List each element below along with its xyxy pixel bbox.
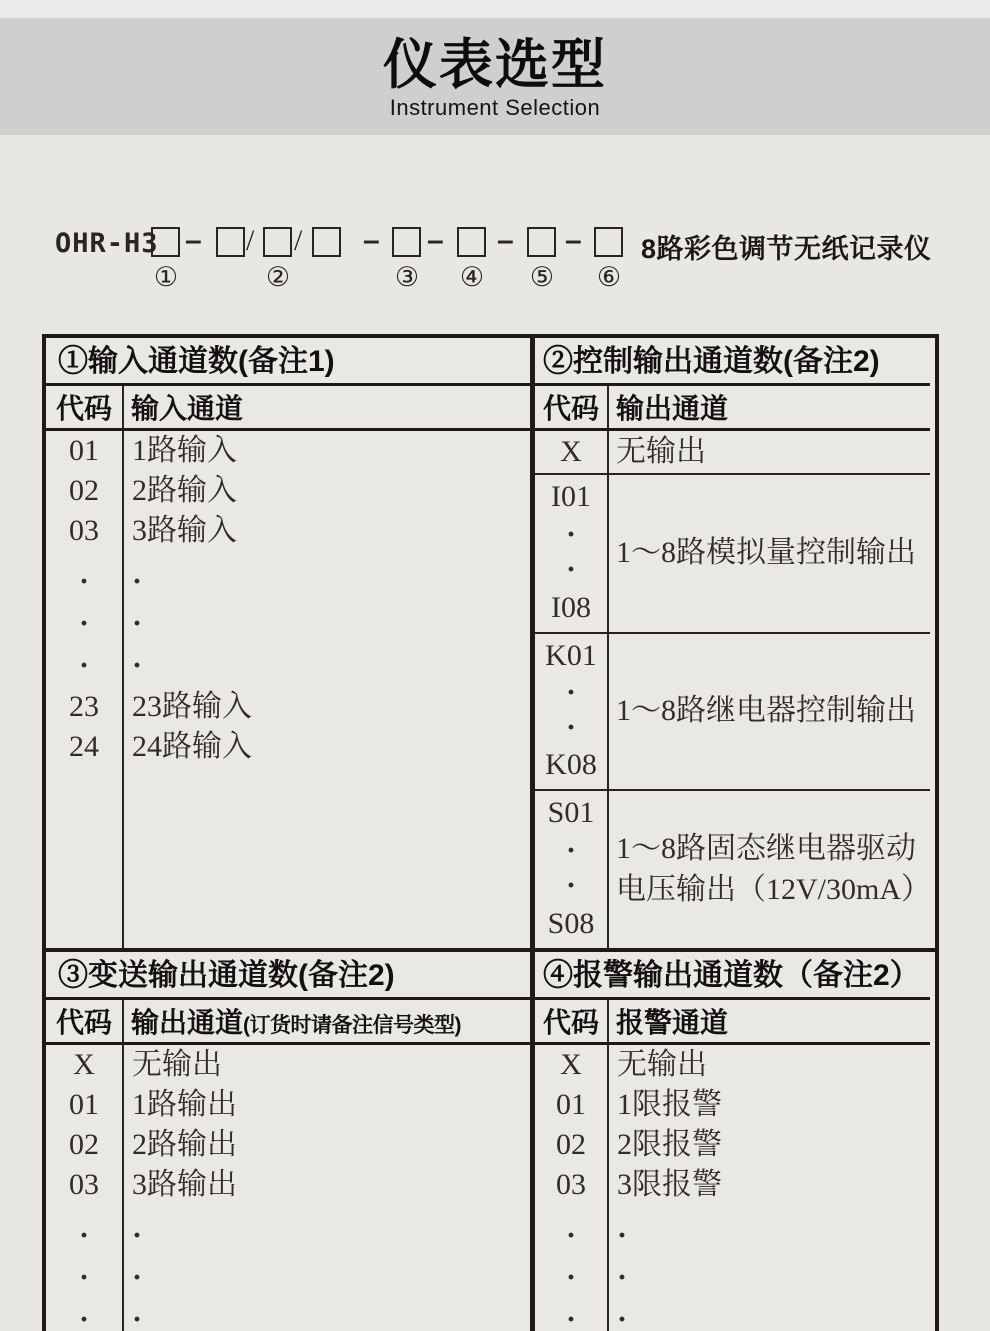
code-cell: 02: [69, 1128, 99, 1161]
section-input: [46, 338, 535, 948]
section-input-body: [46, 431, 530, 948]
section-control-body: [535, 431, 930, 948]
marker-6-icon: ⑥: [596, 262, 622, 292]
desc-column: [609, 1045, 930, 1331]
desc-cell: 无输出: [132, 1048, 222, 1081]
model-box-1: [151, 227, 180, 257]
code-cell: X: [560, 1048, 582, 1081]
ellipsis-dot: ·: [565, 833, 576, 867]
ellipsis-dot: ·: [565, 869, 576, 903]
code-cell: K08: [545, 748, 597, 781]
ellipsis-dot: ·: [78, 1303, 89, 1331]
page-title: 仪表选型: [383, 35, 607, 95]
section-transmit-body: [46, 1045, 530, 1331]
ellipsis-dot: ·: [78, 1219, 89, 1252]
table-row-block: [535, 791, 930, 948]
code-cell: 03: [69, 514, 99, 547]
ellipsis-dot: ·: [78, 607, 89, 640]
section-alarm-header: [535, 1000, 930, 1045]
section-transmit-title: ③变送输出通道数(备注2): [46, 952, 530, 1000]
section-alarm: [535, 952, 930, 1331]
top-strip: [0, 0, 990, 18]
ellipsis-dot: ·: [132, 1261, 143, 1294]
section-alarm-title: ④报警输出通道数（备注2）: [535, 952, 930, 1000]
column-header-desc: 输入通道: [131, 393, 244, 424]
code-cell: 02: [69, 474, 99, 507]
desc-cell: 无输出: [616, 435, 706, 468]
model-box-2: [216, 227, 245, 257]
ellipsis-dot: ·: [565, 711, 576, 744]
desc-cell: 2路输出: [132, 1128, 237, 1161]
marker-3-icon: ③: [394, 262, 420, 292]
dash-glyph: –: [497, 224, 514, 257]
code-cell: S08: [547, 906, 595, 940]
code-cell: K01: [545, 639, 597, 672]
code-cell: I01: [551, 480, 591, 513]
model-box-4: [312, 227, 341, 257]
table-row-block: [535, 634, 930, 791]
desc-cell: 3路输入: [132, 514, 237, 547]
code-cell: X: [73, 1048, 95, 1081]
desc-cell: 3限报警: [617, 1168, 722, 1201]
code-cell: X: [535, 431, 609, 473]
ellipsis-dot: ·: [132, 1303, 143, 1331]
ellipsis-dot: ·: [617, 1219, 628, 1252]
section-control: [535, 338, 930, 948]
column-header-code: 代码: [535, 386, 609, 428]
page-subtitle: Instrument Selection: [389, 95, 601, 120]
ellipsis-dot: ·: [78, 649, 89, 682]
section-alarm-body: [535, 1045, 930, 1331]
desc-cell: 2限报警: [617, 1128, 722, 1161]
desc-cell: 2路输入: [132, 474, 237, 507]
desc-cell: 1路输出: [132, 1088, 237, 1121]
column-header-desc: 报警通道: [616, 1007, 729, 1038]
ellipsis-dot: ·: [132, 649, 143, 682]
table-row-block: [535, 475, 930, 634]
code-column: [46, 431, 124, 948]
product-name: 8路彩色调节无纸记录仪: [641, 234, 932, 264]
dash-glyph: –: [427, 224, 444, 257]
section-input-header: [46, 386, 530, 431]
marker-1-icon: ①: [153, 262, 179, 292]
column-header-code: 代码: [46, 386, 124, 428]
selection-table: [42, 334, 939, 1331]
section-control-header: [535, 386, 930, 431]
ellipsis-dot: ·: [132, 565, 143, 598]
table-row: [535, 431, 930, 475]
dash-glyph: –: [185, 224, 202, 257]
ellipsis-dot: ·: [565, 1303, 576, 1331]
desc-column: [124, 1045, 530, 1331]
section-transmit: [46, 952, 535, 1331]
column-header-desc-main: 输出通道: [131, 1007, 244, 1038]
title-banner: [0, 18, 990, 135]
code-cell: 01: [556, 1088, 586, 1121]
ellipsis-dot: ·: [617, 1303, 628, 1331]
ellipsis-dot: ·: [78, 1261, 89, 1294]
ellipsis-dot: ·: [565, 1219, 576, 1252]
desc-cell: 1～8路固态继电器驱动电压输出（12V/30mA）: [616, 832, 931, 906]
slash-glyph: /: [246, 224, 255, 257]
code-cell: 03: [69, 1168, 99, 1201]
code-cell: 01: [69, 1088, 99, 1121]
code-column: [46, 1045, 124, 1331]
column-header-desc: [124, 1000, 530, 1042]
desc-cell: 1路输入: [132, 434, 237, 467]
code-cell: 24: [69, 730, 99, 763]
ellipsis-dot: ·: [565, 517, 576, 551]
model-box-5: [392, 227, 421, 257]
code-range-column: [535, 791, 609, 948]
section-input-title: ①输入通道数(备注1): [46, 338, 530, 386]
code-cell: 03: [556, 1168, 586, 1201]
model-prefix: OHR-H3: [55, 228, 159, 259]
desc-cell: 无输出: [617, 1048, 707, 1081]
column-header-desc-note: (订货时请备注信号类型): [243, 1014, 462, 1037]
marker-4-icon: ④: [459, 262, 485, 292]
ellipsis-dot: ·: [78, 565, 89, 598]
code-range-column: [535, 475, 609, 632]
desc-cell: 3路输出: [132, 1168, 237, 1201]
code-cell: 02: [556, 1128, 586, 1161]
desc-cell: 24路输入: [132, 730, 252, 763]
code-column: [535, 1045, 609, 1331]
code-range-column: [535, 634, 609, 789]
desc-cell: 23路输入: [132, 690, 252, 723]
table-lower-row: [46, 948, 935, 1331]
code-cell: S01: [547, 796, 595, 829]
ellipsis-dot: ·: [565, 553, 576, 587]
ellipsis-dot: ·: [617, 1261, 628, 1294]
model-box-7: [527, 227, 556, 257]
desc-cell: 1限报警: [617, 1088, 722, 1121]
ellipsis-dot: ·: [565, 1261, 576, 1294]
marker-2-icon: ②: [265, 262, 291, 292]
desc-cell: 1～8路模拟量控制输出: [616, 536, 916, 570]
column-header-desc: 输出通道: [616, 393, 729, 424]
marker-5-icon: ⑤: [529, 262, 555, 292]
model-box-8: [594, 227, 623, 257]
desc-cell: 1～8路继电器控制输出: [616, 694, 916, 728]
slash-glyph: /: [294, 224, 303, 257]
section-transmit-header: [46, 1000, 530, 1045]
column-header-code: 代码: [46, 1000, 124, 1042]
ellipsis-dot: ·: [132, 1219, 143, 1252]
section-control-title: ②控制输出通道数(备注2): [535, 338, 930, 386]
code-cell: 01: [69, 434, 99, 467]
table-upper-row: [46, 338, 935, 948]
code-cell: 23: [69, 690, 99, 723]
desc-column: [124, 431, 530, 948]
column-header-code: 代码: [535, 1000, 609, 1042]
ellipsis-dot: ·: [565, 676, 576, 709]
model-code-diagram: [0, 224, 990, 296]
model-box-3: [263, 227, 292, 257]
ellipsis-dot: ·: [132, 607, 143, 640]
dash-glyph: –: [565, 224, 582, 257]
dash-glyph: –: [363, 224, 380, 257]
model-box-6: [457, 227, 486, 257]
code-cell: I08: [551, 590, 591, 624]
